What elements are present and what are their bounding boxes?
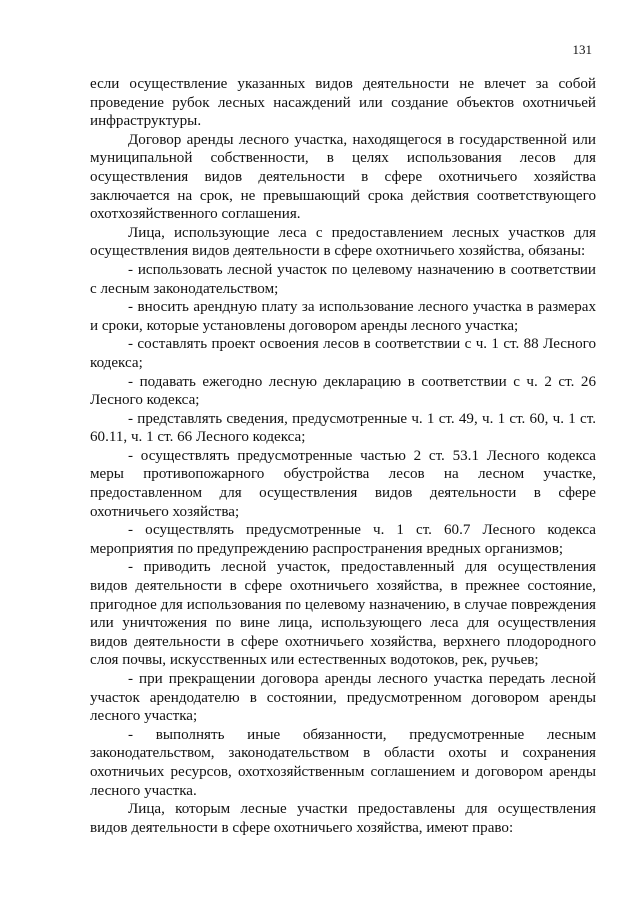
paragraph: если осуществление указанных видов деятельности не влечет за собой проведение рубок лесных насаждений или создание объектов охотничьей инфраструктуры. bbox=[90, 76, 596, 130]
page-number: 131 bbox=[572, 42, 592, 57]
paragraph: Лица, использующие леса с предоставлением лесных участков для осуществления видов деятельности в сфере охотничьего хозяйства, обязаны: bbox=[90, 224, 596, 260]
paragraph: Лица, которым лесные участки предоставлены для осуществления видов деятельности в сфере охотничьего хозяйства, имеют право: bbox=[90, 801, 596, 836]
list-item: - осуществлять предусмотренные ч. 1 ст. 60.7 Лесного кодекса мероприятия по предупреждению распространения вредных организмов; bbox=[90, 522, 596, 557]
body-text bbox=[90, 75, 596, 837]
list-item: - представлять сведения, предусмотренные ч. 1 ст. 49, ч. 1 ст. 60, ч. 1 ст. 60.11, ч. 1 ст. 66 Лесного кодекса; bbox=[90, 410, 596, 446]
list-item: - подавать ежегодно лесную декларацию в соответствии с ч. 2 ст. 26 Лесного кодекса; bbox=[90, 373, 596, 409]
list-item: - выполнять иные обязанности, предусмотренные лесным законодательством, законодательством в области охоты и сохранения охотничьих ресурсов, охотхозяйственным соглашением и договором аренды лесного участка. bbox=[90, 726, 596, 799]
list-item: - приводить лесной участок, предоставленный для осуществления видов деятельности в сфере охотничьего хозяйства, в прежнее состояние, пригодное для использования по целевому назначению, в случае повреждения или уничтожения по вине лица, использующего леса для осуществления видов деятельности в сфере охотничьего хозяйства, верхнего плодородного слоя почвы, искусственных или естественных водотоков, рек, ручьев; bbox=[90, 559, 596, 669]
list-item: - составлять проект освоения лесов в соответствии с ч. 1 ст. 88 Лесного кодекса; bbox=[90, 336, 596, 371]
paragraph: Договор аренды лесного участка, находящегося в государственной или муниципальной собственности, в целях использования лесов для осуществления видов деятельности в сфере охотничьего хозяйства заключается на срок, не превышающий срока действия соответствующего охотхозяйственного соглашения. bbox=[90, 131, 596, 223]
list-item: - осуществлять предусмотренные частью 2 ст. 53.1 Лесного кодекса меры противопожарного обустройства лесов на лесном участке, предоставленном для осуществления видов деятельности в сфере охотничьего хозяйства; bbox=[90, 447, 596, 520]
list-item: - вносить арендную плату за использование лесного участка в размерах и сроки, которые установлены договором аренды лесного участка; bbox=[90, 299, 596, 334]
list-item: - использовать лесной участок по целевому назначению в соответствии с лесным законодательством; bbox=[90, 261, 596, 297]
list-item: - при прекращении договора аренды лесного участка передать лесной участок арендодателю в состоянии, предусмотренном договором аренды лесного участка; bbox=[90, 671, 596, 725]
